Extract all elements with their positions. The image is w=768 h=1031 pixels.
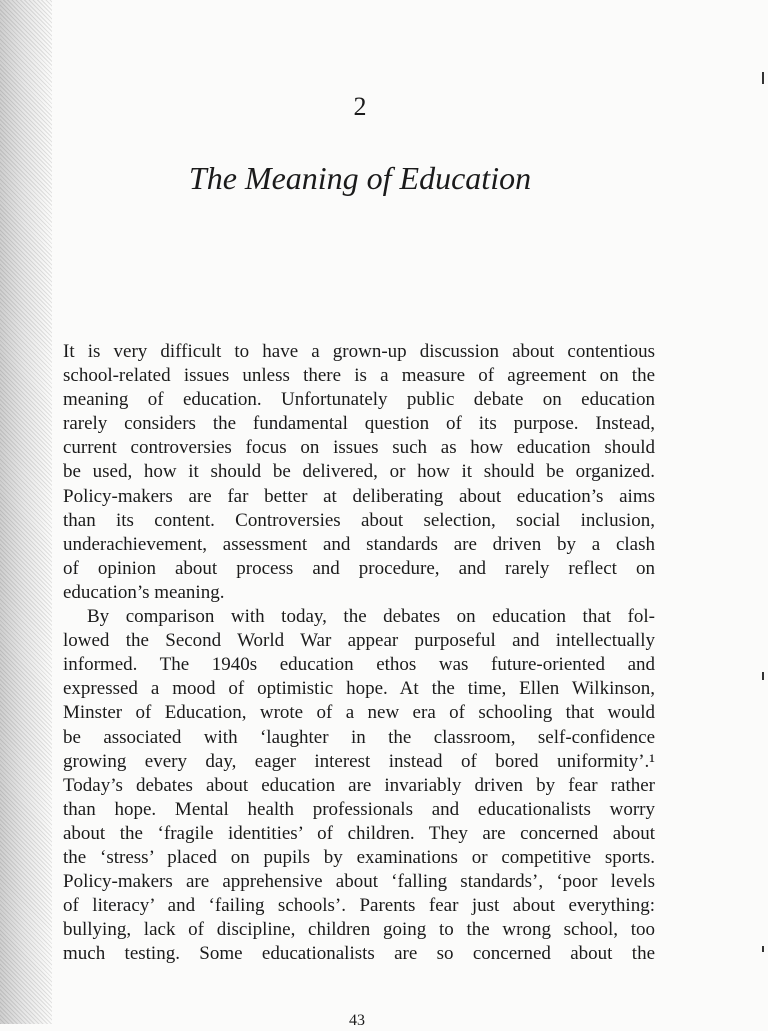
text-line: education’s meaning. — [63, 581, 225, 603]
text-line: than its content. Controversies about selection, social inclusion, — [63, 509, 655, 531]
text-line: underachievement, assessment and standards are driven by a clash — [63, 533, 655, 555]
text-line: current controversies focus on issues such as how education should — [63, 437, 655, 459]
text-line: Policy-makers are apprehensive about ‘falling standards’, ‘poor levels — [63, 871, 655, 893]
chapter-body-text — [63, 340, 655, 966]
text-line: growing every day, eager interest instead of bored uniformity’.¹ — [63, 750, 655, 772]
right-edge-mark — [762, 672, 764, 680]
text-line: Policy-makers are far better at deliberating about education’s aims — [63, 485, 655, 507]
text-line: about the ‘fragile identities’ of children. They are concerned about — [63, 822, 655, 844]
text-line: It is very difficult to have a grown-up discussion about contentious — [63, 341, 655, 362]
text-line: of literacy’ and ‘failing schools’. Parents fear just about everything: — [63, 895, 655, 917]
text-line: the ‘stress’ placed on pupils by examinations or competitive sports. — [63, 846, 655, 868]
text-line: expressed a mood of optimistic hope. At the time, Ellen Wilkinson, — [63, 678, 655, 700]
text-line: By comparison with today, the debates on education that fol- — [87, 606, 655, 628]
text-line: Today’s debates about education are invariably driven by fear rather — [63, 774, 655, 796]
chapter-number: 2 — [353, 92, 367, 121]
text-line: informed. The 1940s education ethos was future-oriented and — [63, 654, 655, 676]
text-line: than hope. Mental health professionals and educationalists worry — [63, 798, 655, 820]
text-line: bullying, lack of discipline, children going to the wrong school, too — [63, 919, 655, 941]
page-number: 43 — [349, 1012, 365, 1029]
text-line: meaning of education. Unfortunately public debate on education — [63, 389, 655, 411]
text-line: rarely considers the fundamental question of its purpose. Instead, — [63, 413, 655, 435]
text-line: much testing. Some educationalists are so concerned about the — [63, 943, 655, 965]
text-line: Minster of Education, wrote of a new era of schooling that would — [63, 702, 655, 724]
text-line: be used, how it should be delivered, or how it should be organized. — [63, 461, 655, 483]
text-line: school-related issues unless there is a measure of agreement on the — [63, 365, 655, 387]
chapter-title: The Meaning of Education — [188, 160, 532, 196]
book-binding-shadow — [0, 0, 52, 1024]
text-line: be associated with ‘laughter in the classroom, self-confidence — [63, 726, 655, 748]
right-edge-mark — [762, 72, 764, 84]
right-edge-mark — [762, 946, 764, 952]
text-line: of opinion about process and procedure, and rarely reflect on — [63, 557, 655, 579]
text-line: lowed the Second World War appear purposeful and intellectually — [63, 630, 655, 652]
